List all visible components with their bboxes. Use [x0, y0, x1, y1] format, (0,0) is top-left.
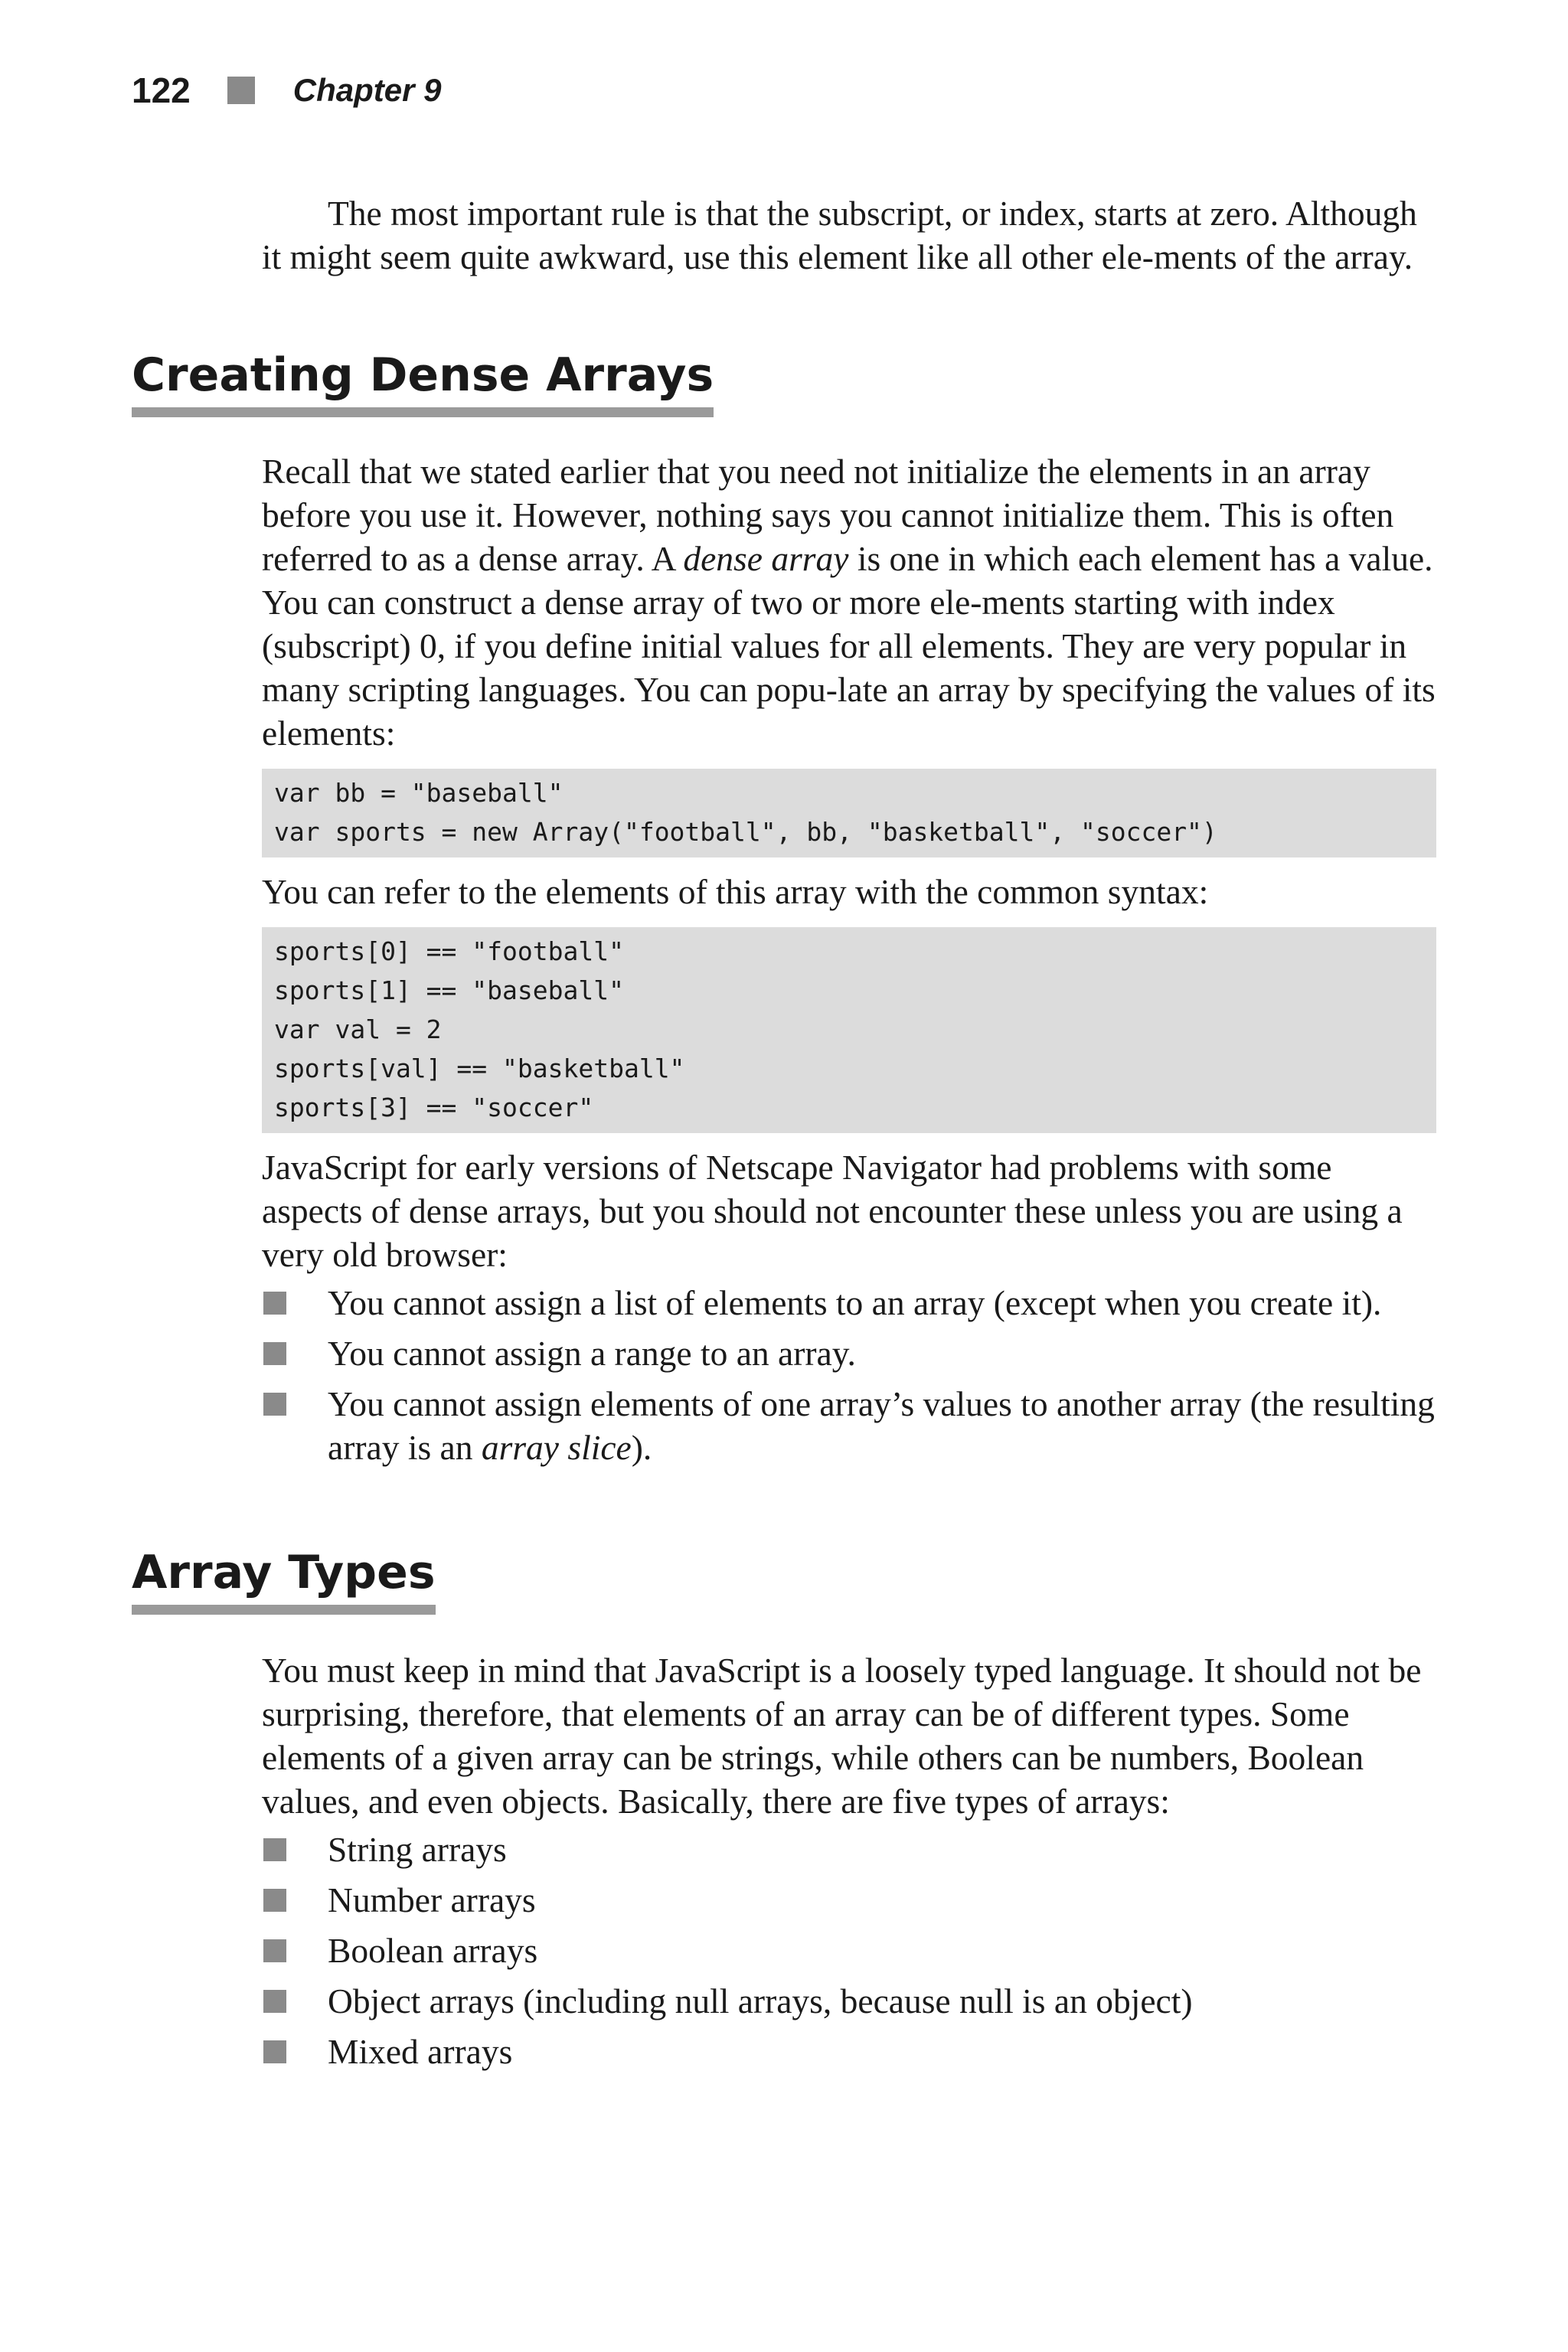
list-item-text: String arrays [328, 1830, 507, 1869]
list-item-text: You cannot assign a list of elements to an array (except when you create it). [328, 1283, 1382, 1322]
list-item [262, 1331, 1438, 1375]
bullet-square-icon [263, 2040, 286, 2063]
header-square-icon [227, 77, 255, 104]
list-item-text: Mixed arrays [328, 2032, 513, 2071]
array-slice-term: array slice [481, 1428, 632, 1467]
code-line: var sports = new Array("football", bb, "basketball", "soccer") [274, 817, 1217, 847]
code-line: var bb = "baseball" [274, 778, 564, 808]
code-line: sports[1] == "baseball" [274, 975, 624, 1005]
list-item [262, 1281, 1438, 1325]
refer-elements-paragraph: You can refer to the elements of this array with the common syntax: [262, 872, 1209, 911]
bullet-square-icon [263, 1292, 286, 1315]
dense-array-text-2: is one in which each element has a value. You can construct a dense array of two or more ele-ments starting with index (subscript) 0, if you define initial values for all elements. They are very popular in many scripting languages. You can popu-late an array by specifying the values of its elements: [262, 539, 1436, 753]
code-line: sports[0] == "football" [274, 936, 624, 966]
list-item-text-2: ). [631, 1428, 652, 1467]
list-item-text: Number arrays [328, 1880, 536, 1919]
list-item [262, 1929, 1438, 1972]
list-item-text: You cannot assign a range to an array. [328, 1334, 856, 1373]
dense-array-paragraph [262, 449, 1438, 755]
dense-array-limitations-list [262, 1281, 1438, 1469]
list-item-text: Boolean arrays [328, 1931, 538, 1970]
chapter-label: Chapter 9 [292, 72, 442, 108]
list-item [262, 2030, 1438, 2073]
page-number: 122 [132, 70, 191, 110]
bullet-square-icon [263, 1990, 286, 2013]
code-line: sports[val] == "basketball" [274, 1054, 685, 1083]
code-block-array-init [262, 769, 1436, 858]
bullet-square-icon [263, 1889, 286, 1912]
code-line: sports[3] == "soccer" [274, 1093, 594, 1122]
dense-array-text-1: Recall that we stated earlier that you need not initialize the elements in an array before you use it. However, nothing says you cannot initialize them. This is often referred to as a dense array. A [262, 452, 1394, 578]
section-heading-dense-arrays: Creating Dense Arrays [132, 345, 714, 417]
array-types-paragraph: You must keep in mind that JavaScript is a loosely typed language. It should not be surprising, therefore, that elements of an array can be of different types. Some elements of a given array can be strings, while others can be numbers, Boolean values, and even objects. Basically, there are five types of arrays: [262, 1651, 1422, 1821]
code-line: var val = 2 [274, 1014, 442, 1044]
bullet-square-icon [263, 1838, 286, 1861]
bullet-square-icon [263, 1393, 286, 1416]
bullet-square-icon [263, 1939, 286, 1962]
code-block-array-access [262, 927, 1436, 1133]
list-item [262, 1382, 1438, 1469]
array-types-list [262, 1828, 1438, 2073]
list-item-text: Object arrays (including null arrays, because null is an object) [328, 1981, 1193, 2020]
page-content [0, 191, 1568, 2080]
netscape-paragraph: JavaScript for early versions of Netscape Navigator had problems with some aspects of dense arrays, but you should not encounter these unless you are using a very old browser: [262, 1148, 1403, 1274]
intro-paragraph: The most important rule is that the subscript, or index, starts at zero. Although it might seem quite awkward, use this element like all other ele-ments of the array. [262, 194, 1417, 276]
running-header [132, 67, 441, 113]
dense-array-term: dense array [683, 539, 849, 578]
section-heading-array-types: Array Types [132, 1542, 436, 1615]
list-item [262, 1828, 1438, 1871]
bullet-square-icon [263, 1342, 286, 1365]
list-item [262, 1878, 1438, 1922]
list-item-text-1: You cannot assign elements of one array’s values to another array (the resulting array is an [328, 1384, 1435, 1467]
list-item [262, 1979, 1438, 2023]
